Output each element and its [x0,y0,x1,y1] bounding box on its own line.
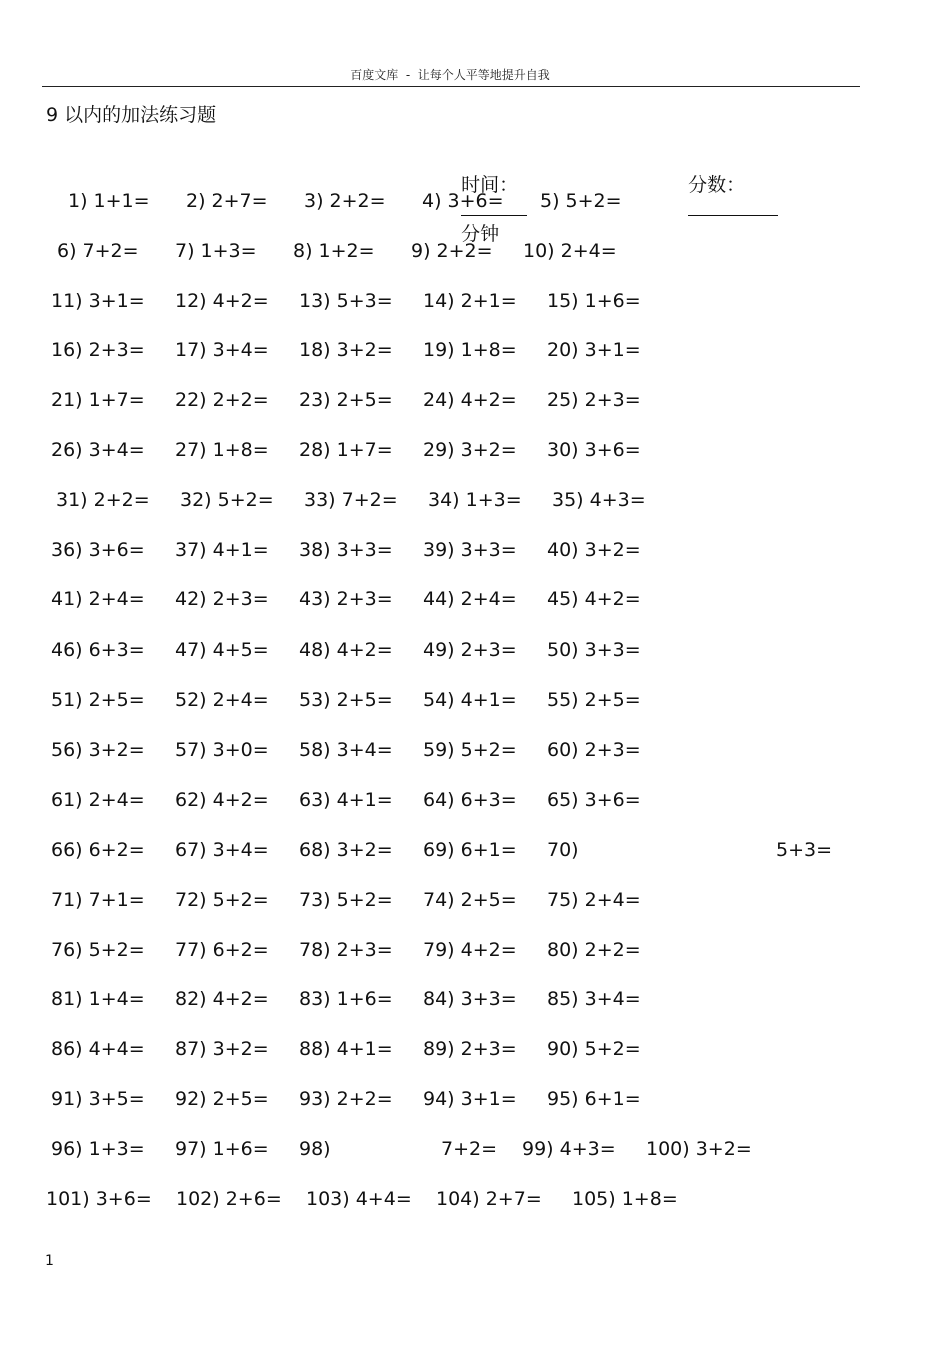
problem-item: 30) 3+6= [547,439,641,461]
problem-item: 104) 2+7= [436,1188,542,1210]
problem-item: 103) 4+4= [306,1188,412,1210]
problem-item: 34) 1+3= [428,489,522,511]
problem-item: 67) 3+4= [175,839,269,861]
problem-item: 65) 3+6= [547,789,641,811]
problem-item: 3) 2+2= [304,190,386,212]
problem-item: 57) 3+0= [175,739,269,761]
problem-item: 102) 2+6= [176,1188,282,1210]
problem-item: 90) 5+2= [547,1038,641,1060]
problem-item: 14) 2+1= [423,290,517,312]
problem-item: 86) 4+4= [51,1038,145,1060]
problem-item: 17) 3+4= [175,339,269,361]
problem-item: 21) 1+7= [51,389,145,411]
problem-item: 74) 2+5= [423,889,517,911]
problem-item: 26) 3+4= [51,439,145,461]
problem-item: 12) 4+2= [175,290,269,312]
header-divider [42,86,860,87]
problem-item: 13) 5+3= [299,290,393,312]
problem-item: 59) 5+2= [423,739,517,761]
score-label: 分数： [688,174,746,196]
problem-item: 98) [299,1138,331,1160]
problem-item: 44) 2+4= [423,588,517,610]
problem-item: 91) 3+5= [51,1088,145,1110]
problem-item: 24) 4+2= [423,389,517,411]
problem-item: 94) 3+1= [423,1088,517,1110]
problem-item: 9) 2+2= [411,240,493,262]
problem-item: 89) 2+3= [423,1038,517,1060]
problem-item: 69) 6+1= [423,839,517,861]
problem-item: 93) 2+2= [299,1088,393,1110]
problem-item: 23) 2+5= [299,389,393,411]
problem-item: 25) 2+3= [547,389,641,411]
time-unit: 分钟 [461,223,500,245]
problem-item: 8) 1+2= [293,240,375,262]
problem-item: 10) 2+4= [523,240,617,262]
problem-item: 83) 1+6= [299,988,393,1010]
problem-item: 70) [547,839,579,861]
problem-item: 75) 2+4= [547,889,641,911]
problem-item: 47) 4+5= [175,639,269,661]
problem-item: 71) 7+1= [51,889,145,911]
problem-item: 68) 3+2= [299,839,393,861]
problem-item: 72) 5+2= [175,889,269,911]
problem-item: 73) 5+2= [299,889,393,911]
problem-item: 92) 2+5= [175,1088,269,1110]
problem-item: 105) 1+8= [572,1188,678,1210]
page-number: 1 [45,1253,54,1269]
problem-item: 28) 1+7= [299,439,393,461]
problem-item: 15) 1+6= [547,290,641,312]
problem-item: 40) 3+2= [547,539,641,561]
problem-item: 62) 4+2= [175,789,269,811]
problem-item: 29) 3+2= [423,439,517,461]
problem-item: 80) 2+2= [547,939,641,961]
problem-item: 49) 2+3= [423,639,517,661]
problem-item: 43) 2+3= [299,588,393,610]
problem-item: 36) 3+6= [51,539,145,561]
problem-item: 66) 6+2= [51,839,145,861]
problem-item: 4) 3+6= [422,190,504,212]
problem-item: 20) 3+1= [547,339,641,361]
problem-item: 76) 5+2= [51,939,145,961]
problem-item: 5) 5+2= [540,190,622,212]
problem-item: 35) 4+3= [552,489,646,511]
problem-item: 45) 4+2= [547,588,641,610]
problem-item: 46) 6+3= [51,639,145,661]
problem-item: 58) 3+4= [299,739,393,761]
problem-item: 87) 3+2= [175,1038,269,1060]
problem-item: 60) 2+3= [547,739,641,761]
score-field [676,148,778,219]
problem-item: 77) 6+2= [175,939,269,961]
problem-item: 96) 1+3= [51,1138,145,1160]
problem-item: 42) 2+3= [175,588,269,610]
problem-item: 33) 7+2= [304,489,398,511]
problem-item: 56) 3+2= [51,739,145,761]
problem-item: 5+3= [776,839,833,861]
problem-item: 64) 6+3= [423,789,517,811]
problem-item: 2) 2+7= [186,190,268,212]
page-header-text: 百度文库 - 让每个人平等地提升自我 [350,68,550,82]
problem-item: 53) 2+5= [299,689,393,711]
problem-item: 99) 4+3= [522,1138,616,1160]
problem-item: 97) 1+6= [175,1138,269,1160]
problem-item: 39) 3+3= [423,539,517,561]
problem-item: 38) 3+3= [299,539,393,561]
problem-item: 78) 2+3= [299,939,393,961]
problem-item: 79) 4+2= [423,939,517,961]
problem-item: 100) 3+2= [646,1138,752,1160]
worksheet-title: 9 以内的加法练习题 [46,104,217,126]
problem-item: 16) 2+3= [51,339,145,361]
problem-item: 6) 7+2= [57,240,139,262]
problem-item: 95) 6+1= [547,1088,641,1110]
problem-item: 37) 4+1= [175,539,269,561]
problem-item: 11) 3+1= [51,290,145,312]
time-label: 时间： [461,174,519,196]
problem-item: 82) 4+2= [175,988,269,1010]
problem-item: 50) 3+3= [547,639,641,661]
problem-item: 54) 4+1= [423,689,517,711]
problem-item: 63) 4+1= [299,789,393,811]
problem-item: 81) 1+4= [51,988,145,1010]
problem-item: 7) 1+3= [175,240,257,262]
problem-item: 27) 1+8= [175,439,269,461]
score-blank [688,197,778,216]
problem-item: 61) 2+4= [51,789,145,811]
problem-item: 51) 2+5= [51,689,145,711]
problem-item: 22) 2+2= [175,389,269,411]
problem-item: 55) 2+5= [547,689,641,711]
problem-item: 18) 3+2= [299,339,393,361]
problem-item: 88) 4+1= [299,1038,393,1060]
problem-item: 32) 5+2= [180,489,274,511]
problem-item: 101) 3+6= [46,1188,152,1210]
problem-item: 84) 3+3= [423,988,517,1010]
problem-item: 48) 4+2= [299,639,393,661]
problem-item: 85) 3+4= [547,988,641,1010]
problem-item: 19) 1+8= [423,339,517,361]
problem-item: 1) 1+1= [68,190,150,212]
problem-item: 52) 2+4= [175,689,269,711]
problem-item: 41) 2+4= [51,588,145,610]
problem-item: 31) 2+2= [56,489,150,511]
problem-item: 7+2= [441,1138,498,1160]
